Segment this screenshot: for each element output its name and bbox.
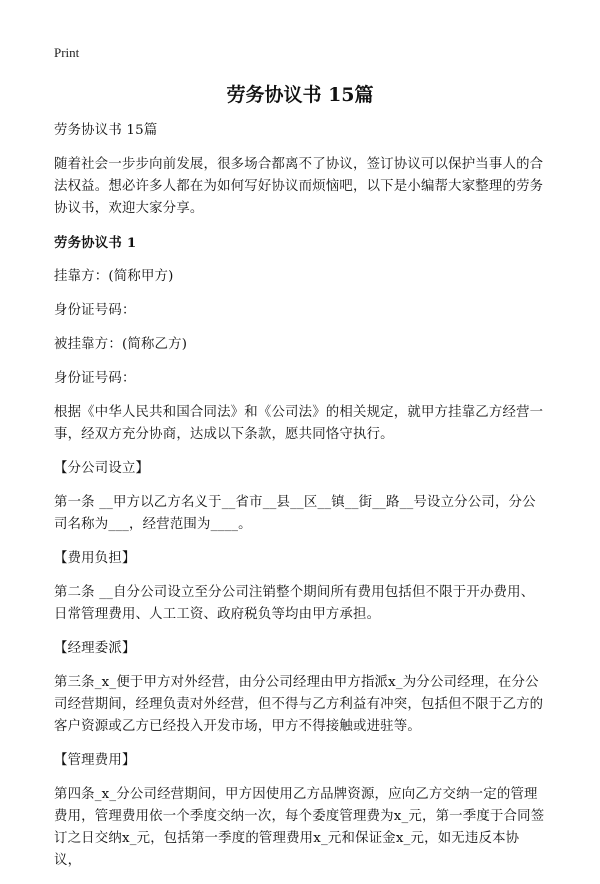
body-paragraph: 挂靠方：(简称甲方) [54, 269, 174, 284]
body-paragraph: 【经理委派】 [54, 641, 136, 656]
document-title: 劳务协议书 15篇 [226, 84, 374, 106]
print-link[interactable]: Print [54, 45, 80, 60]
body-paragraph: 第四条_x_分公司经营期间，甲方因使用乙方品牌资源，应向乙方交纳一定的管理费用，管理费用依一个季度交纳一次，每个委度管理费为x_元，第一季度于合同签订之日交纳x_元，包括第一季度的管理费用x_元和保证金x_元，如无违反本协议， [54, 787, 545, 868]
document-body [54, 120, 546, 884]
body-paragraph: 第一条 __甲方以乙方名义于__省市__县__区__镇__街__路__号设立分公司，分公司名称为___，经营范围为____。 [54, 495, 536, 532]
body-paragraph: 【费用负担】 [54, 551, 136, 566]
section-heading: 劳务协议书 1 [54, 235, 137, 251]
body-paragraph: 根据《中华人民共和国合同法》和《公司法》的相关规定，就甲方挂靠乙方经营一事，经双方充分协商，达成以下条款，愿共同恪守执行。 [54, 405, 544, 442]
body-paragraph: 劳务协议书 15篇 [54, 123, 158, 138]
body-paragraph: 身份证号码： [54, 303, 136, 318]
body-paragraph: 第二条 __自分公司设立至分公司注销整个期间所有费用包括但不限于开办费用、日常管理费用、人工工资、政府税负等均由甲方承担。 [54, 585, 535, 622]
body-paragraph: 【分公司设立】 [54, 461, 150, 476]
body-paragraph: 第三条_x_便于甲方对外经营，由分公司经理由甲方指派x_为分公司经理，在分公司经营期间，经理负责对外经营，但不得与乙方利益有冲突，包括但不限于乙方的客户资源或乙方已经投入开发市场，甲方不得接触或进驻等。 [54, 675, 544, 734]
body-paragraph: 被挂靠方：(简称乙方) [54, 337, 188, 352]
body-paragraph: 身份证号码： [54, 371, 136, 386]
body-paragraph: 随着社会一步步向前发展，很多场合都离不了协议，签订协议可以保护当事人的合法权益。想必许多人都在为如何写好协议而烦恼吧，以下是小编帮大家整理的劳务协议书，欢迎大家分享。 [54, 157, 544, 216]
body-paragraph: 【管理费用】 [54, 753, 136, 768]
